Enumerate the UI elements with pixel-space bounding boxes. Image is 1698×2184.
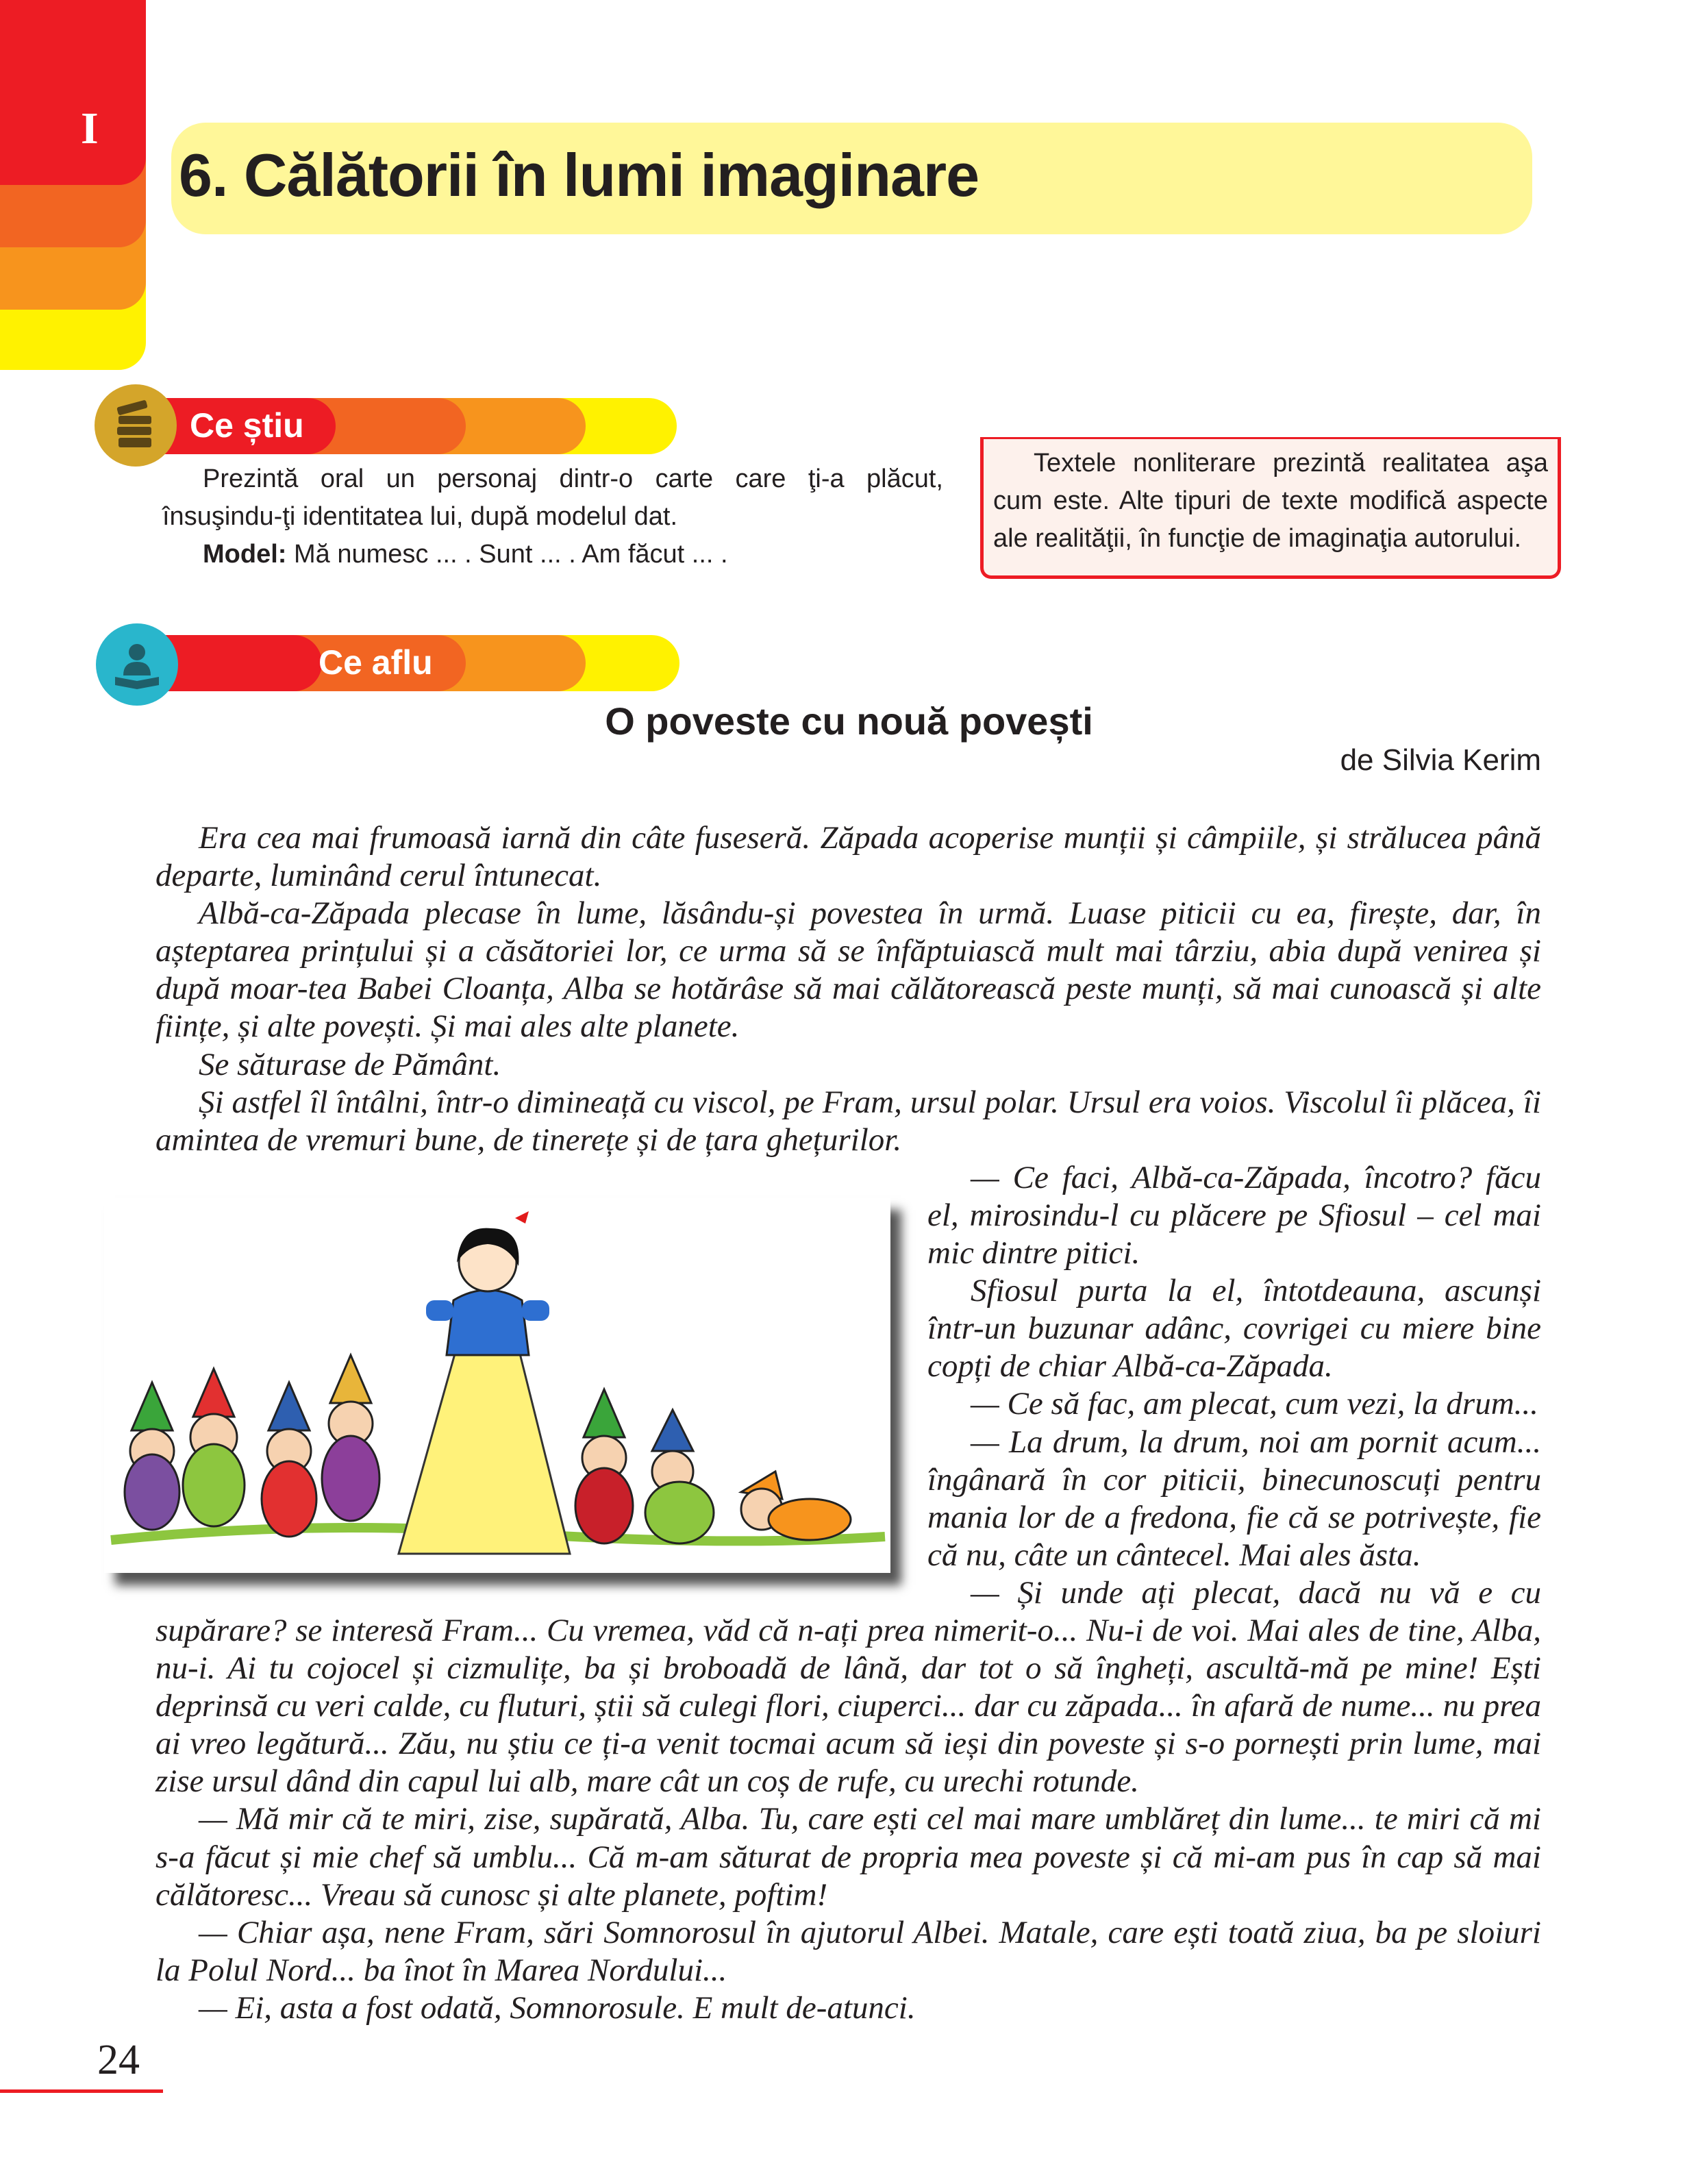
snow-white-and-dwarfs-image bbox=[104, 1198, 890, 1573]
story-paragraph: Albă-ca-Zăpada plecase în lume, lăsându-și povestea în urmă. Luase piticii cu ea, firește, dar, în așteptarea prințului și a căsătoriei lor, ce urma să se înfăptuiască mult mai târziu, abia după venirea și după moar-tea Babei Cloanța, Alba se hotărâse să mai călătorească peste munți, să mai cunoască și alte ființe, și alte povești. Și mai ales alte planete. bbox=[155, 895, 1541, 1045]
page-number-rule bbox=[0, 2089, 163, 2093]
snow-white-illustration bbox=[104, 1159, 892, 1612]
story-paragraph: Sfiosul purta la el, întotdeauna, ascunși într-un buzunar adânc, covrigei cu miere bine copți de chiar Albă-ca-Zăpada. bbox=[927, 1273, 1541, 1385]
reader-icon bbox=[96, 623, 178, 706]
info-box: Textele nonliterare prezintă realitatea aşa cum este. Alte tipuri de texte modifică aspecte ale realităţii, în funcţie de imaginaţia autorului. bbox=[980, 437, 1561, 579]
model-label: Model: bbox=[203, 540, 287, 569]
page-title: 6. Călătorii în lumi imaginare bbox=[179, 141, 979, 209]
story-title: O poveste cu nouă povești bbox=[605, 699, 1093, 743]
story-paragraph: — La drum, la drum, noi am pornit acum... îngânară în cor piticii, binecunoscuți pentru mania lor de a fredona, fie că se potrivește, fie că nu, câte un cântecel. Mai ales ăsta. bbox=[927, 1424, 1541, 1573]
story-paragraph: — Chiar așa, nene Fram, sări Somnorosul în ajutorul Albei. Matale, care ești toată ziua, ba pe sloiuri la Polul Nord... ba înot în Marea Nordului... bbox=[155, 1914, 1541, 1988]
unit-label: I bbox=[81, 103, 99, 153]
page-number: 24 bbox=[97, 2037, 140, 2083]
ce-stiu-label: Ce știu bbox=[190, 406, 304, 445]
ce-stiu-paragraph: Prezintă oral un personaj dintr-o carte care ţi-a plăcut, însuşindu-ţi identitatea lui, după modelul dat. bbox=[162, 464, 943, 531]
story-paragraph: — Mă mir că te miri, zise, supărată, Alba. Tu, care ești cel mai mare umblăreț din lume... te miri că mi s-a făcut și mie chef să umblu... Că m-am săturat de propria mea poveste și că mi-am pus în cap să mai călătoresc... Vreau să cunosc și alte planete, poftim! bbox=[155, 1801, 1541, 1913]
story-author: de Silvia Kerim bbox=[1340, 743, 1541, 777]
story-paragraph: — Și unde ați plecat, dacă nu vă e cu supărare? se interesă Fram... Cu vremea, văd că n-ați prea nimerit-o... Nu-i de voi. Mai ales de tine, Alba, nu-i. Ai tu cojocel și cizmulițe, ba și broboadă de lână, dar tot o să îngheți, ascultă-mă pe mine! Ești deprinsă cu veri calde, cu fluturi, știi să culegi flori, ciuperci... dar cu zăpada... în afară de nume... nu prea ai vreo legătură... Zău, nu știu ce ți-a venit tocmai acum să ieși din poveste și s-o pornești prin lume, mai zise ursul dând din capul lui alb, mare cât un coș de rufe, cu urechi rotunde. bbox=[155, 1574, 1541, 1800]
story-paragraph: — Ce să fac, am plecat, cum vezi, la drum... bbox=[971, 1386, 1538, 1422]
model-text: Mă numesc ... . Sunt ... . Am făcut ... . bbox=[286, 540, 728, 569]
story-paragraph: — Ce faci, Albă-ca-Zăpada, încotro? făcu el, mirosindu-l cu plăcere pe Sfiosul – cel mai mic dintre pitici. bbox=[927, 1159, 1541, 1271]
ce-stiu-text bbox=[162, 460, 943, 573]
ce-stiu-model bbox=[162, 536, 943, 573]
snow-white-figure bbox=[399, 1211, 570, 1554]
story-paragraph: Era cea mai frumoasă iarnă din câte fuseseră. Zăpada acoperise munții și câmpiile, și strălucea până departe, luminând cerul întunecat. bbox=[155, 820, 1541, 894]
chapter-tab-red bbox=[0, 0, 146, 185]
illustration-frame bbox=[104, 1198, 890, 1573]
ce-aflu-label: Ce aflu bbox=[319, 643, 433, 682]
story-paragraph: — Ei, asta a fost odată, Somnorosule. E mult de-atunci. bbox=[199, 1989, 916, 2026]
story-text bbox=[155, 819, 1541, 2027]
story-paragraph: Și astfel îl întâlni, într-o dimineață cu viscol, pe Fram, ursul polar. Ursul era voios. Viscolul îi plăcea, îi amintea de vremuri bune, de tinerețe și de țara ghețurilor. bbox=[155, 1084, 1541, 1158]
books-icon bbox=[95, 384, 177, 467]
story-paragraph: Se săturase de Pământ. bbox=[199, 1046, 501, 1082]
